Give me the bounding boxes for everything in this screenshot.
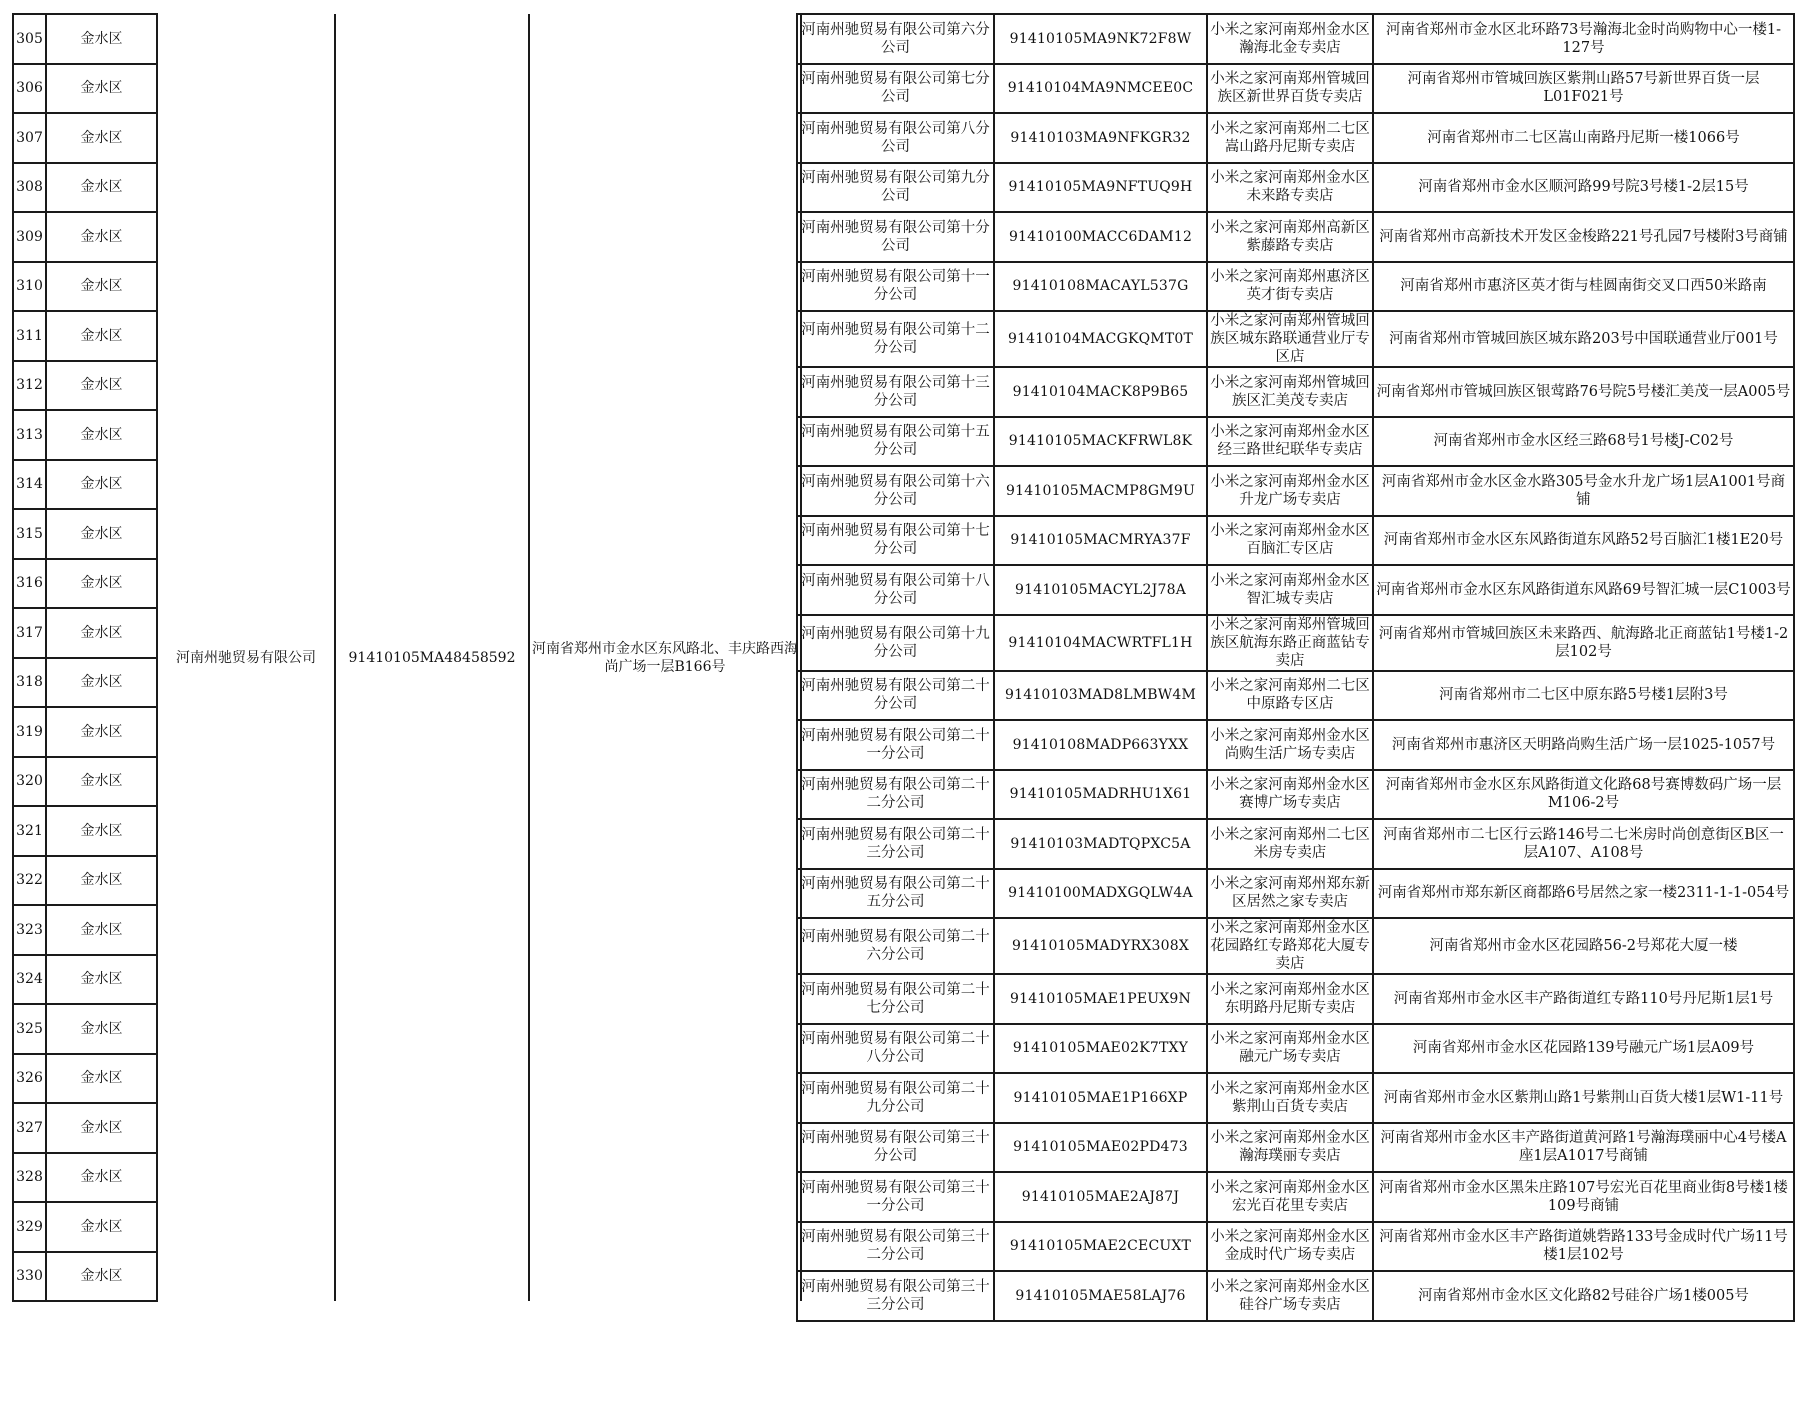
row-number: 327 <box>13 1103 46 1153</box>
branch-name-cell: 河南州驰贸易有限公司第三十三分公司 <box>797 1271 994 1321</box>
branch-row <box>797 565 1794 615</box>
left-table <box>12 13 802 1302</box>
branch-name-cell: 河南州驰贸易有限公司第十五分公司 <box>797 417 994 467</box>
row-number: 326 <box>13 1054 46 1104</box>
branch-row <box>797 262 1794 312</box>
store-name-cell: 小米之家河南郑州金水区金成时代广场专卖店 <box>1207 1222 1373 1272</box>
branch-name-cell: 河南州驰贸易有限公司第二十一分公司 <box>797 720 994 770</box>
branch-row <box>797 720 1794 770</box>
district-cell: 金水区 <box>46 559 157 609</box>
branch-row <box>797 770 1794 820</box>
district-cell: 金水区 <box>46 707 157 757</box>
row-number: 305 <box>13 14 46 64</box>
branch-row <box>797 671 1794 721</box>
branch-code-cell: 91410100MADXGQLW4A <box>994 869 1207 919</box>
row-number: 306 <box>13 64 46 114</box>
district-cell: 金水区 <box>46 410 157 460</box>
branch-name-cell: 河南州驰贸易有限公司第二十分公司 <box>797 671 994 721</box>
branch-name-cell: 河南州驰贸易有限公司第三十分公司 <box>797 1123 994 1173</box>
branch-row <box>797 212 1794 262</box>
store-address-cell: 河南省郑州市二七区嵩山南路丹尼斯一楼1066号 <box>1373 113 1794 163</box>
branch-name-cell: 河南州驰贸易有限公司第二十八分公司 <box>797 1024 994 1074</box>
district-cell: 金水区 <box>46 1153 157 1203</box>
branch-code-cell: 91410103MAD8LMBW4M <box>994 671 1207 721</box>
branch-row <box>797 1271 1794 1321</box>
store-name-cell: 小米之家河南郑州金水区未来路专卖店 <box>1207 163 1373 213</box>
row-number: 328 <box>13 1153 46 1203</box>
branch-row <box>797 367 1794 417</box>
district-cell: 金水区 <box>46 955 157 1005</box>
branch-code-cell: 91410105MA9NK72F8W <box>994 14 1207 64</box>
store-address-cell: 河南省郑州市金水区东风路街道文化路68号赛博数码广场一层M106-2号 <box>1373 770 1794 820</box>
branch-code-cell: 91410104MACK8P9B65 <box>994 367 1207 417</box>
branch-code-cell: 91410104MACGKQMT0T <box>994 311 1207 367</box>
left-row <box>13 14 801 64</box>
store-address-cell: 河南省郑州市二七区中原东路5号楼1层附3号 <box>1373 671 1794 721</box>
branch-row <box>797 615 1794 671</box>
district-cell: 金水区 <box>46 1202 157 1252</box>
branch-row <box>797 819 1794 869</box>
district-cell: 金水区 <box>46 163 157 213</box>
branch-row <box>797 918 1794 974</box>
branch-row <box>797 974 1794 1024</box>
branch-row <box>797 869 1794 919</box>
branch-code-cell: 91410108MACAYL537G <box>994 262 1207 312</box>
store-address-cell: 河南省郑州市惠济区天明路尚购生活广场一层1025-1057号 <box>1373 720 1794 770</box>
row-number: 322 <box>13 856 46 906</box>
store-name-cell: 小米之家河南郑州管城回族区航海东路正商蓝钻专卖店 <box>1207 615 1373 671</box>
store-address-cell: 河南省郑州市金水区黑朱庄路107号宏光百花里商业街8号楼1楼109号商铺 <box>1373 1172 1794 1222</box>
store-address-cell: 河南省郑州市金水区花园路139号融元广场1层A09号 <box>1373 1024 1794 1074</box>
branch-row <box>797 311 1794 367</box>
branch-code-cell: 91410104MACWRTFL1H <box>994 615 1207 671</box>
branch-name-cell: 河南州驰贸易有限公司第八分公司 <box>797 113 994 163</box>
store-address-cell: 河南省郑州市金水区东风路街道东风路52号百脑汇1楼1E20号 <box>1373 516 1794 566</box>
branch-row <box>797 163 1794 213</box>
district-cell: 金水区 <box>46 856 157 906</box>
row-number: 312 <box>13 361 46 411</box>
store-name-cell: 小米之家河南郑州金水区升龙广场专卖店 <box>1207 466 1373 516</box>
district-cell: 金水区 <box>46 262 157 312</box>
branch-code-cell: 91410105MAE2CECUXT <box>994 1222 1207 1272</box>
branch-name-cell: 河南州驰贸易有限公司第十六分公司 <box>797 466 994 516</box>
branch-row <box>797 113 1794 163</box>
branch-code-cell: 91410103MADTQPXC5A <box>994 819 1207 869</box>
branch-name-cell: 河南州驰贸易有限公司第二十六分公司 <box>797 918 994 974</box>
district-cell: 金水区 <box>46 14 157 64</box>
store-address-cell: 河南省郑州市金水区文化路82号硅谷广场1楼005号 <box>1373 1271 1794 1321</box>
store-name-cell: 小米之家河南郑州高新区紫藤路专卖店 <box>1207 212 1373 262</box>
branch-row <box>797 1172 1794 1222</box>
store-name-cell: 小米之家河南郑州郑东新区居然之家专卖店 <box>1207 869 1373 919</box>
row-number: 319 <box>13 707 46 757</box>
branch-code-cell: 91410105MAE2AJ87J <box>994 1172 1207 1222</box>
branch-code-cell: 91410105MACKFRWL8K <box>994 417 1207 467</box>
row-number: 315 <box>13 509 46 559</box>
branch-name-cell: 河南州驰贸易有限公司第二十七分公司 <box>797 974 994 1024</box>
row-number: 324 <box>13 955 46 1005</box>
store-address-cell: 河南省郑州市郑东新区商都路6号居然之家一楼2311-1-1-054号 <box>1373 869 1794 919</box>
district-cell: 金水区 <box>46 905 157 955</box>
district-cell: 金水区 <box>46 361 157 411</box>
row-number: 320 <box>13 757 46 807</box>
district-cell: 金水区 <box>46 1103 157 1153</box>
branch-name-cell: 河南州驰贸易有限公司第六分公司 <box>797 14 994 64</box>
branch-name-cell: 河南州驰贸易有限公司第二十三分公司 <box>797 819 994 869</box>
branch-code-cell: 91410105MAE58LAJ76 <box>994 1271 1207 1321</box>
store-name-cell: 小米之家河南郑州金水区融元广场专卖店 <box>1207 1024 1373 1074</box>
company-name-cell: 河南州驰贸易有限公司 <box>157 14 335 1301</box>
branch-row <box>797 1222 1794 1272</box>
store-address-cell: 河南省郑州市金水区经三路68号1号楼J-C02号 <box>1373 417 1794 467</box>
store-address-cell: 河南省郑州市惠济区英才街与桂圆南街交叉口西50米路南 <box>1373 262 1794 312</box>
district-cell: 金水区 <box>46 806 157 856</box>
store-address-cell: 河南省郑州市金水区紫荆山路1号紫荆山百货大楼1层W1-11号 <box>1373 1073 1794 1123</box>
district-cell: 金水区 <box>46 1054 157 1104</box>
branch-name-cell: 河南州驰贸易有限公司第七分公司 <box>797 64 994 114</box>
store-name-cell: 小米之家河南郑州二七区嵩山路丹尼斯专卖店 <box>1207 113 1373 163</box>
row-number: 330 <box>13 1252 46 1302</box>
row-number: 317 <box>13 608 46 658</box>
store-name-cell: 小米之家河南郑州金水区花园路红专路郑花大厦专卖店 <box>1207 918 1373 974</box>
row-number: 323 <box>13 905 46 955</box>
store-name-cell: 小米之家河南郑州金水区瀚海璞丽专卖店 <box>1207 1123 1373 1173</box>
district-cell: 金水区 <box>46 64 157 114</box>
store-name-cell: 小米之家河南郑州金水区百脑汇专区店 <box>1207 516 1373 566</box>
row-number: 308 <box>13 163 46 213</box>
branch-name-cell: 河南州驰贸易有限公司第十七分公司 <box>797 516 994 566</box>
store-name-cell: 小米之家河南郑州管城回族区新世界百货专卖店 <box>1207 64 1373 114</box>
branch-code-cell: 91410108MADP663YXX <box>994 720 1207 770</box>
branch-row <box>797 1123 1794 1173</box>
branch-name-cell: 河南州驰贸易有限公司第二十二分公司 <box>797 770 994 820</box>
row-number: 321 <box>13 806 46 856</box>
branch-name-cell: 河南州驰贸易有限公司第十三分公司 <box>797 367 994 417</box>
row-number: 318 <box>13 658 46 708</box>
branch-code-cell: 91410105MACYL2J78A <box>994 565 1207 615</box>
branch-name-cell: 河南州驰贸易有限公司第十八分公司 <box>797 565 994 615</box>
branch-code-cell: 91410105MA9NFTUQ9H <box>994 163 1207 213</box>
row-number: 309 <box>13 212 46 262</box>
store-address-cell: 河南省郑州市金水区丰产路街道红专路110号丹尼斯1层1号 <box>1373 974 1794 1024</box>
company-address-cell: 河南省郑州市金水区东风路北、丰庆路西海尚广场一层B166号 <box>529 14 801 1301</box>
store-name-cell: 小米之家河南郑州管城回族区汇美茂专卖店 <box>1207 367 1373 417</box>
branch-row <box>797 1024 1794 1074</box>
branch-name-cell: 河南州驰贸易有限公司第十九分公司 <box>797 615 994 671</box>
row-number: 316 <box>13 559 46 609</box>
branch-code-cell: 91410105MAE1P166XP <box>994 1073 1207 1123</box>
branch-code-cell: 91410104MA9NMCEE0C <box>994 64 1207 114</box>
branch-name-cell: 河南州驰贸易有限公司第九分公司 <box>797 163 994 213</box>
branch-row <box>797 417 1794 467</box>
branch-row <box>797 1073 1794 1123</box>
branch-row <box>797 64 1794 114</box>
branch-code-cell: 91410105MAE02PD473 <box>994 1123 1207 1173</box>
branch-code-cell: 91410105MAE1PEUX9N <box>994 974 1207 1024</box>
branch-name-cell: 河南州驰贸易有限公司第三十二分公司 <box>797 1222 994 1272</box>
store-name-cell: 小米之家河南郑州金水区智汇城专卖店 <box>1207 565 1373 615</box>
store-address-cell: 河南省郑州市金水区北环路73号瀚海北金时尚购物中心一楼1-127号 <box>1373 14 1794 64</box>
store-name-cell: 小米之家河南郑州二七区米房专卖店 <box>1207 819 1373 869</box>
store-address-cell: 河南省郑州市管城回族区城东路203号中国联通营业厅001号 <box>1373 311 1794 367</box>
district-cell: 金水区 <box>46 608 157 658</box>
branch-code-cell: 91410103MA9NFKGR32 <box>994 113 1207 163</box>
branch-row <box>797 466 1794 516</box>
right-table <box>796 13 1795 1322</box>
row-number: 310 <box>13 262 46 312</box>
branch-name-cell: 河南州驰贸易有限公司第二十五分公司 <box>797 869 994 919</box>
row-number: 311 <box>13 311 46 361</box>
branch-name-cell: 河南州驰贸易有限公司第十一分公司 <box>797 262 994 312</box>
store-name-cell: 小米之家河南郑州金水区紫荆山百货专卖店 <box>1207 1073 1373 1123</box>
store-name-cell: 小米之家河南郑州金水区硅谷广场专卖店 <box>1207 1271 1373 1321</box>
branch-code-cell: 91410105MAE02K7TXY <box>994 1024 1207 1074</box>
next-row-edge <box>12 1409 1793 1416</box>
store-name-cell: 小米之家河南郑州金水区尚购生活广场专卖店 <box>1207 720 1373 770</box>
store-name-cell: 小米之家河南郑州惠济区英才街专卖店 <box>1207 262 1373 312</box>
store-name-cell: 小米之家河南郑州管城回族区城东路联通营业厅专区店 <box>1207 311 1373 367</box>
branch-code-cell: 91410105MADYRX308X <box>994 918 1207 974</box>
branch-row <box>797 516 1794 566</box>
store-address-cell: 河南省郑州市金水区花园路56-2号郑花大厦一楼 <box>1373 918 1794 974</box>
store-name-cell: 小米之家河南郑州金水区赛博广场专卖店 <box>1207 770 1373 820</box>
store-address-cell: 河南省郑州市管城回族区紫荆山路57号新世界百货一层L01F021号 <box>1373 64 1794 114</box>
store-address-cell: 河南省郑州市二七区行云路146号二七米房时尚创意街区B区一层A107、A108号 <box>1373 819 1794 869</box>
branch-name-cell: 河南州驰贸易有限公司第三十一分公司 <box>797 1172 994 1222</box>
branch-code-cell: 91410100MACC6DAM12 <box>994 212 1207 262</box>
store-name-cell: 小米之家河南郑州金水区东明路丹尼斯专卖店 <box>1207 974 1373 1024</box>
branch-name-cell: 河南州驰贸易有限公司第二十九分公司 <box>797 1073 994 1123</box>
row-number: 313 <box>13 410 46 460</box>
district-cell: 金水区 <box>46 658 157 708</box>
store-name-cell: 小米之家河南郑州金水区瀚海北金专卖店 <box>1207 14 1373 64</box>
district-cell: 金水区 <box>46 757 157 807</box>
store-address-cell: 河南省郑州市管城回族区未来路西、航海路北正商蓝钻1号楼1-2层102号 <box>1373 615 1794 671</box>
district-cell: 金水区 <box>46 311 157 361</box>
branch-name-cell: 河南州驰贸易有限公司第十分公司 <box>797 212 994 262</box>
district-cell: 金水区 <box>46 113 157 163</box>
row-number: 325 <box>13 1004 46 1054</box>
branch-code-cell: 91410105MADRHU1X61 <box>994 770 1207 820</box>
store-address-cell: 河南省郑州市金水区顺河路99号院3号楼1-2层15号 <box>1373 163 1794 213</box>
row-number: 307 <box>13 113 46 163</box>
store-address-cell: 河南省郑州市高新技术开发区金梭路221号孔园7号楼附3号商铺 <box>1373 212 1794 262</box>
store-name-cell: 小米之家河南郑州二七区中原路专区店 <box>1207 671 1373 721</box>
store-name-cell: 小米之家河南郑州金水区经三路世纪联华专卖店 <box>1207 417 1373 467</box>
district-cell: 金水区 <box>46 460 157 510</box>
store-address-cell: 河南省郑州市管城回族区银莺路76号院5号楼汇美茂一层A005号 <box>1373 367 1794 417</box>
district-cell: 金水区 <box>46 212 157 262</box>
store-address-cell: 河南省郑州市金水区金水路305号金水升龙广场1层A1001号商铺 <box>1373 466 1794 516</box>
row-number: 314 <box>13 460 46 510</box>
branch-name-cell: 河南州驰贸易有限公司第十二分公司 <box>797 311 994 367</box>
district-cell: 金水区 <box>46 1252 157 1302</box>
branch-code-cell: 91410105MACMP8GM9U <box>994 466 1207 516</box>
branch-code-cell: 91410105MACMRYA37F <box>994 516 1207 566</box>
district-cell: 金水区 <box>46 1004 157 1054</box>
store-name-cell: 小米之家河南郑州金水区宏光百花里专卖店 <box>1207 1172 1373 1222</box>
district-cell: 金水区 <box>46 509 157 559</box>
branch-row <box>797 14 1794 64</box>
row-number: 329 <box>13 1202 46 1252</box>
company-code-cell: 91410105MA48458592 <box>335 14 529 1301</box>
store-address-cell: 河南省郑州市金水区丰产路街道姚砦路133号金成时代广场11号楼1层102号 <box>1373 1222 1794 1272</box>
store-address-cell: 河南省郑州市金水区丰产路街道黄河路1号瀚海璞丽中心4号楼A座1层A1017号商铺 <box>1373 1123 1794 1173</box>
store-address-cell: 河南省郑州市金水区东风路街道东风路69号智汇城一层C1003号 <box>1373 565 1794 615</box>
